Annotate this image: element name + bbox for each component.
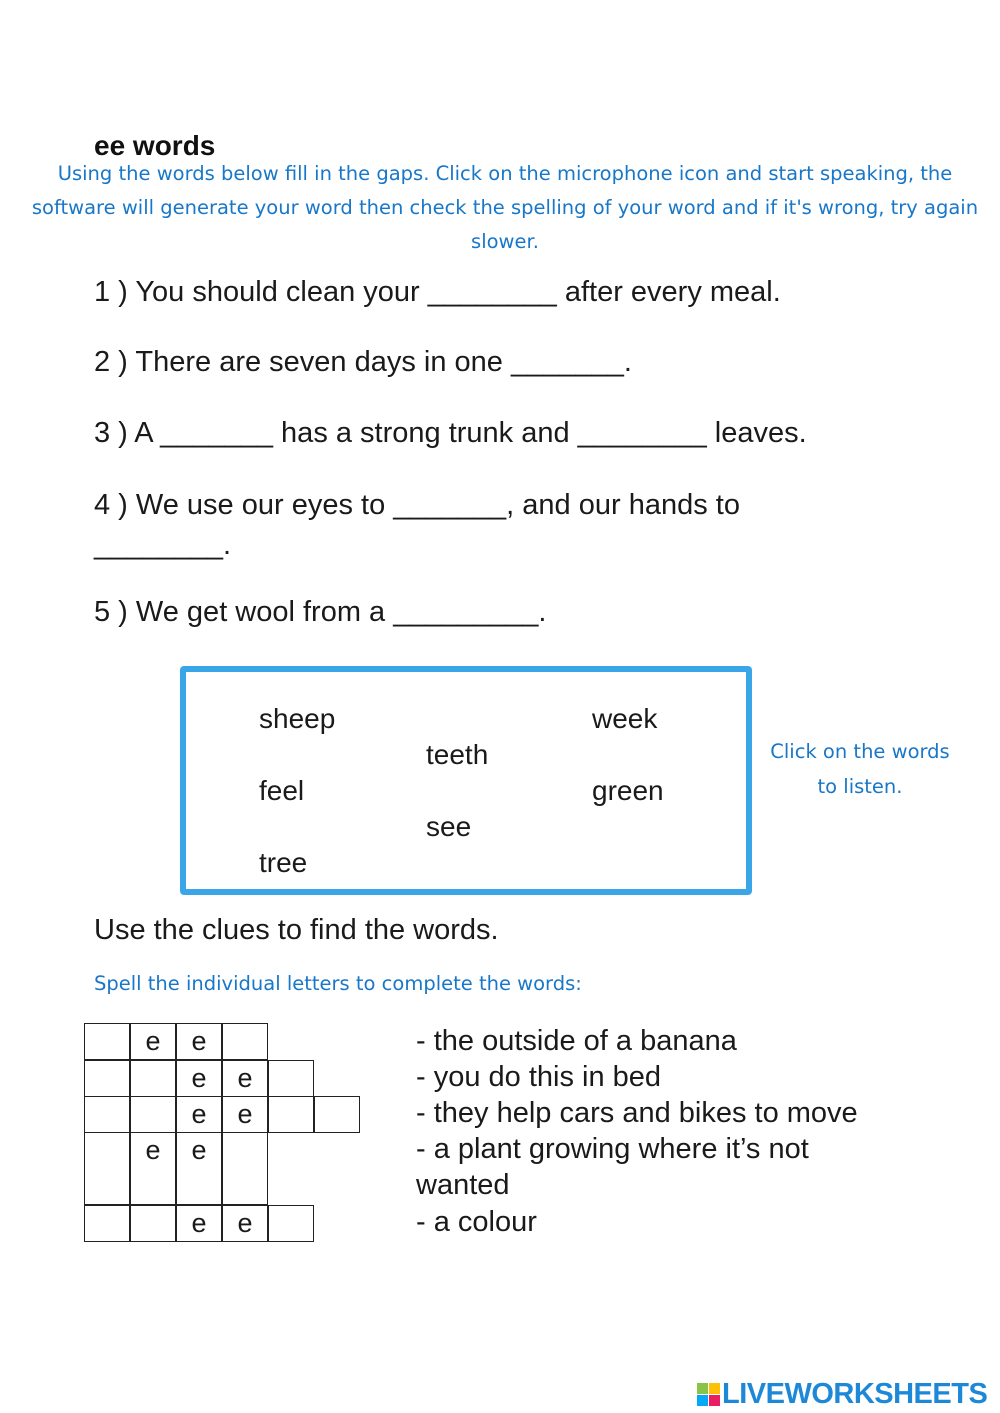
page-title: ee words (94, 130, 216, 161)
grid-letter-cell (176, 1132, 222, 1205)
grid-input-cell[interactable] (268, 1096, 314, 1133)
grid-input-cell[interactable] (130, 1096, 176, 1133)
grid-letter-cell (176, 1205, 222, 1242)
word-sheep[interactable]: sheep (259, 703, 336, 734)
grid-input-cell[interactable] (130, 1060, 176, 1097)
letter-input[interactable] (85, 1133, 129, 1204)
brand-name: LIVEWORKSHEETS (722, 1378, 988, 1410)
question-2: 2 ) There are seven days in one _______. (94, 346, 632, 378)
grid-input-cell[interactable] (268, 1205, 314, 1242)
word-teeth[interactable]: teeth (426, 739, 489, 770)
grid-input-cell[interactable] (84, 1096, 130, 1133)
word-tree[interactable]: tree (259, 847, 308, 878)
grid-letter-cell (176, 1023, 222, 1060)
grid-letter-cell (222, 1096, 268, 1133)
question-4: 4 ) We use our eyes to _______, and our hands to ________. (94, 489, 740, 561)
grid-letter: e (237, 1099, 253, 1129)
grid-letter: e (191, 1063, 207, 1093)
grid-letter-cell (130, 1023, 176, 1060)
clue-2: - you do this in bed (416, 1061, 662, 1093)
clue-5: - a colour (416, 1206, 537, 1238)
grid-input-cell[interactable] (84, 1205, 130, 1242)
grid-input-cell[interactable] (314, 1096, 360, 1133)
letter-input[interactable] (131, 1097, 175, 1132)
spell-instruction: Spell the individual letters to complete the words: (94, 972, 582, 995)
brand-mark-icon (697, 1383, 720, 1406)
grid-letter: e (237, 1063, 253, 1093)
grid-letter: e (191, 1135, 207, 1165)
letter-input[interactable] (85, 1206, 129, 1241)
listen-hint: Click on the words to listen. (770, 740, 950, 798)
question-3: 3 ) A _______ has a strong trunk and ________ leaves. (94, 417, 807, 449)
grid-input-cell[interactable] (222, 1132, 268, 1205)
word-green[interactable]: green (592, 775, 664, 806)
letter-input[interactable] (85, 1097, 129, 1132)
grid-letter-cell (222, 1060, 268, 1097)
grid-input-cell[interactable] (268, 1060, 314, 1097)
word-see[interactable]: see (426, 811, 472, 842)
clue-4: - a plant growing where it’s not wanted (416, 1133, 809, 1201)
letter-input[interactable] (269, 1061, 313, 1096)
question-1: 1 ) You should clean your ________ after every meal. (94, 276, 781, 308)
letter-input[interactable] (269, 1097, 313, 1132)
grid-letter: e (145, 1026, 161, 1056)
grid-letter-cell (130, 1132, 176, 1205)
grid-letter-cell (222, 1205, 268, 1242)
clue-3: - they help cars and bikes to move (416, 1097, 858, 1129)
grid-input-cell[interactable] (222, 1023, 268, 1060)
letter-input[interactable] (131, 1061, 175, 1096)
grid-letter: e (237, 1208, 253, 1238)
question-5: 5 ) We get wool from a _________. (94, 596, 547, 628)
brand-logo (697, 1378, 987, 1411)
grid-input-cell[interactable] (84, 1060, 130, 1097)
letter-input[interactable] (269, 1206, 313, 1241)
clue-1: - the outside of a banana (416, 1025, 737, 1057)
grid-letter-cell (176, 1060, 222, 1097)
letter-input[interactable] (315, 1097, 359, 1132)
instructions-text: Using the words below fill in the gaps. Click on the microphone icon and start speaking, the software will generate your word then check the spelling of your word and if it's wrong, try again slower. (31, 162, 979, 253)
grid-letter: e (191, 1026, 207, 1056)
grid-letter: e (191, 1099, 207, 1129)
grid-input-cell[interactable] (84, 1132, 130, 1205)
grid-input-cell[interactable] (130, 1205, 176, 1242)
grid-letter: e (191, 1208, 207, 1238)
grid-letter: e (145, 1135, 161, 1165)
letter-input[interactable] (223, 1024, 267, 1059)
word-feel[interactable]: feel (259, 775, 305, 806)
clues-heading: Use the clues to find the words. (94, 914, 499, 946)
grid-letter-cell (176, 1096, 222, 1133)
word-week[interactable]: week (592, 703, 658, 734)
letter-input[interactable] (223, 1133, 267, 1204)
letter-input[interactable] (131, 1206, 175, 1241)
letter-input[interactable] (85, 1024, 129, 1059)
grid-input-cell[interactable] (84, 1023, 130, 1060)
letter-input[interactable] (85, 1061, 129, 1096)
